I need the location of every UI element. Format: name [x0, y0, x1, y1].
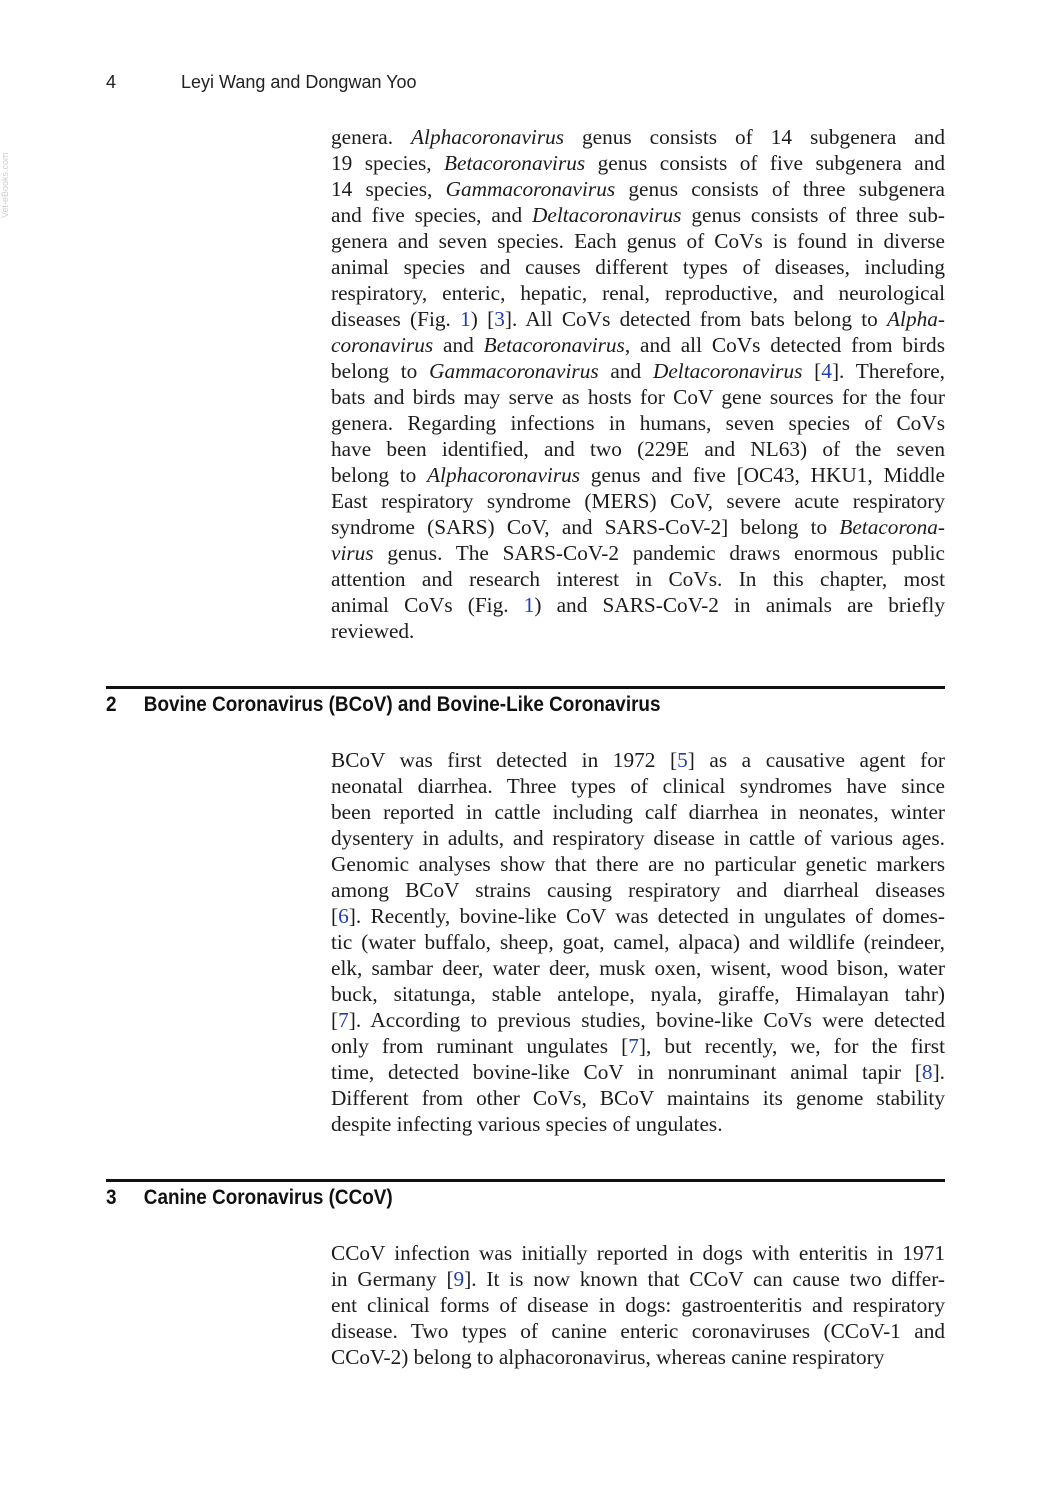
citation-link[interactable]: 8	[921, 1060, 933, 1084]
text-line: respiratory, enteric, hepatic, renal, reproductive, and neurological	[331, 281, 945, 305]
italic-term: Betacoronavirus	[444, 151, 586, 175]
text-line: time, detected bovine-like CoV in nonruminant animal tapir [8].	[331, 1060, 945, 1084]
section-2-paragraph	[331, 747, 945, 1137]
text-line: disease. Two types of canine enteric coronaviruses (CCoV-1 and	[331, 1319, 945, 1343]
text-line: only from ruminant ungulates [7], but recently, we, for the first	[331, 1034, 945, 1058]
text-line: animal species and causes different types of diseases, including	[331, 255, 945, 279]
text-line: dysentery in adults, and respiratory disease in cattle of various ages.	[331, 826, 945, 850]
text-line: belong to Alphacoronavirus genus and five [OC43, HKU1, Middle	[331, 463, 945, 487]
italic-term: Alphacoronavirus	[427, 463, 581, 487]
section-number: 3	[106, 1186, 117, 1209]
section-number: 2	[106, 693, 117, 716]
text-line: ent clinical forms of disease in dogs: gastroenteritis and respiratory	[331, 1293, 945, 1317]
text-line: tic (water buffalo, sheep, goat, camel, alpaca) and wildlife (reindeer,	[331, 930, 945, 954]
citation-link[interactable]: 4	[821, 359, 832, 383]
italic-term: virus	[331, 541, 374, 565]
citation-link[interactable]: 6	[338, 904, 349, 928]
text-line: have been identified, and two (229E and NL63) of the seven	[331, 437, 945, 461]
text-line: East respiratory syndrome (MERS) CoV, severe acute respiratory	[331, 489, 945, 513]
text-line: bats and birds may serve as hosts for CoV gene sources for the four	[331, 385, 945, 409]
text-line: among BCoV strains causing respiratory and diarrheal diseases	[331, 878, 945, 902]
text-line: genera. Regarding infections in humans, seven species of CoVs	[331, 411, 945, 435]
text-line: CCoV-2) belong to alphacoronavirus, whereas canine respiratory	[331, 1345, 885, 1369]
intro-paragraph	[331, 124, 945, 644]
citation-link[interactable]: 9	[453, 1267, 465, 1291]
section-rule	[106, 1179, 945, 1182]
text-line: despite infecting various species of ungulates.	[331, 1112, 723, 1136]
text-line: BCoV was first detected in 1972 [5] as a causative agent for	[331, 748, 945, 772]
citation-link[interactable]: 3	[494, 307, 505, 331]
text-line: 14 species, Gammacoronavirus genus consists of three subgenera	[331, 177, 945, 201]
text-line: belong to Gammacoronavirus and Deltacoronavirus [4]. Therefore,	[331, 359, 946, 383]
text-line: diseases (Fig. 1) [3]. All CoVs detected from bats belong to Alpha-	[331, 307, 945, 331]
text-line: virus genus. The SARS-CoV-2 pandemic draws enormous public	[331, 541, 945, 565]
text-line: neonatal diarrhea. Three types of clinical syndromes have since	[331, 774, 945, 798]
page-number: 4	[106, 72, 117, 92]
author-line: Leyi Wang and Dongwan Yoo	[181, 72, 417, 92]
section-3-paragraph	[331, 1240, 945, 1370]
text-line: [7]. According to previous studies, bovine-like CoVs were detected	[331, 1008, 945, 1032]
citation-link[interactable]: 5	[677, 748, 688, 772]
text-line: CCoV infection was initially reported in dogs with enteritis in 1971	[331, 1241, 945, 1265]
text-line: coronavirus and Betacoronavirus, and all CoVs detected from birds	[331, 333, 945, 357]
text-line: reviewed.	[331, 619, 415, 643]
text-line: genera. Alphacoronavirus genus consists of 14 subgenera and	[331, 125, 945, 149]
citation-link[interactable]: 1	[523, 593, 535, 617]
italic-term: Betacoronavirus	[483, 333, 625, 357]
text-line: buck, sitatunga, stable antelope, nyala, giraffe, Himalayan tahr)	[331, 982, 945, 1006]
section-2-heading	[106, 693, 660, 717]
text-line: animal CoVs (Fig. 1) and SARS-CoV-2 in animals are briefly	[331, 593, 945, 617]
section-title: Canine Coronavirus (CCoV)	[143, 1186, 393, 1209]
citation-link[interactable]: 7	[338, 1008, 349, 1032]
text-line: 19 species, Betacoronavirus genus consists of five subgenera and	[331, 151, 945, 175]
text-line: genera and seven species. Each genus of CoVs is found in diverse	[331, 229, 945, 253]
italic-term: Alphacoronavirus	[411, 125, 565, 149]
text-line: been reported in cattle including calf diarrhea in neonates, winter	[331, 800, 945, 824]
italic-term: coronavirus	[331, 333, 434, 357]
italic-term: Deltacoronavirus	[532, 203, 682, 227]
italic-term: Gammacoronavirus	[445, 177, 616, 201]
text-line: in Germany [9]. It is now known that CCoV can cause two differ-	[331, 1267, 945, 1291]
watermark: Vet-eBooks.com	[0, 152, 10, 218]
text-line: attention and research interest in CoVs. In this chapter, most	[331, 567, 945, 591]
italic-term: Betacorona-	[839, 515, 945, 539]
text-line: Genomic analyses show that there are no particular genetic markers	[331, 852, 945, 876]
text-line: Different from other CoVs, BCoV maintains its genome stability	[331, 1086, 945, 1110]
citation-link[interactable]: 7	[628, 1034, 639, 1058]
text-line: elk, sambar deer, water deer, musk oxen, wisent, wood bison, water	[331, 956, 945, 980]
citation-link[interactable]: 1	[460, 307, 471, 331]
section-title: Bovine Coronavirus (BCoV) and Bovine-Like Coronavirus	[143, 693, 661, 716]
italic-term: Gammacoronavirus	[429, 359, 599, 383]
italic-term: Alpha-	[887, 307, 945, 331]
italic-term: Deltacoronavirus	[652, 359, 803, 383]
text-line: [6]. Recently, bovine-like CoV was detected in ungulates of domes-	[331, 904, 945, 928]
text-line: and five species, and Deltacoronavirus genus consists of three sub-	[331, 203, 946, 227]
section-rule	[106, 686, 945, 689]
running-head	[106, 72, 417, 93]
section-3-heading	[106, 1186, 393, 1210]
text-line: syndrome (SARS) CoV, and SARS-CoV-2] belong to Betacorona-	[331, 515, 945, 539]
